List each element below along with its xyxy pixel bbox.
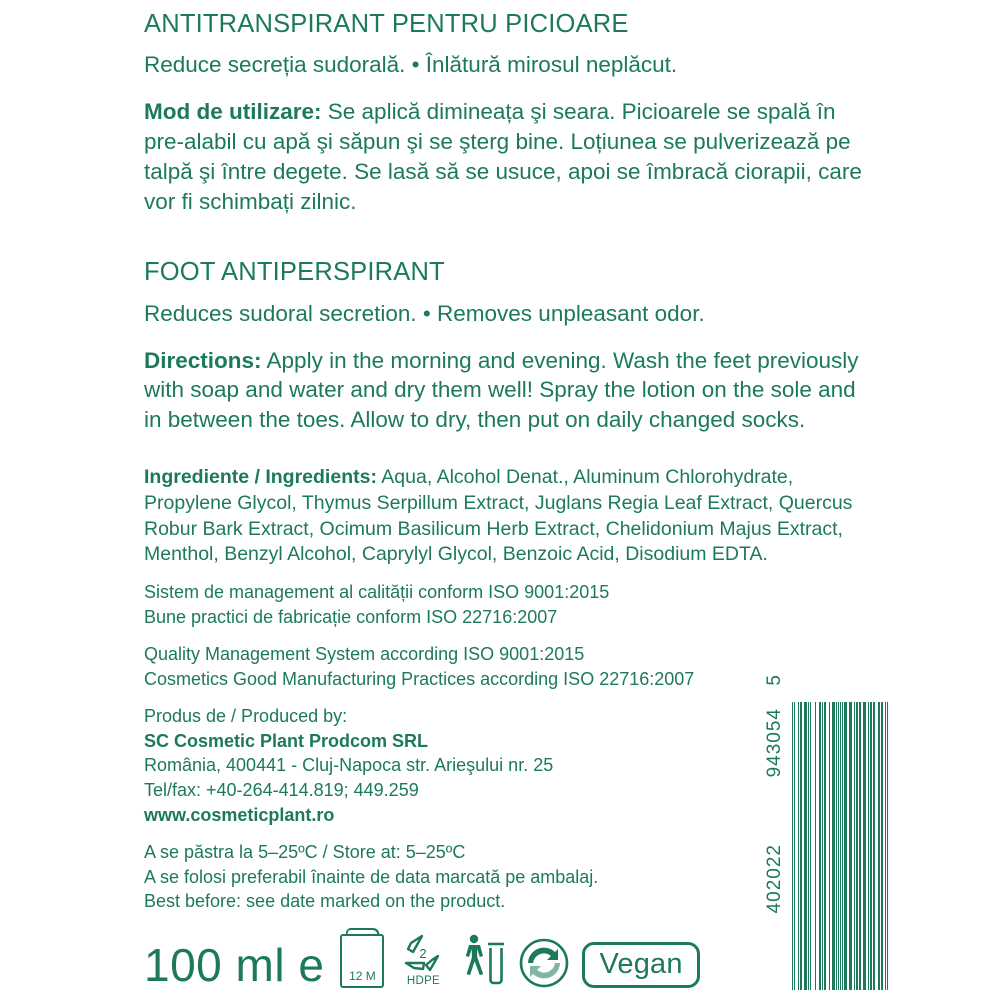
ro-section-title: ANTITRANSPIRANT PENTRU PICIOARE: [144, 10, 629, 38]
en-tagline: Reduces sudoral secretion. • Removes unpleasant odor.: [144, 300, 705, 326]
barcode-bars: [792, 702, 888, 990]
recycle-code-label: HDPE: [406, 975, 441, 987]
storage-line3: Best before: see date marked on the product.: [144, 891, 506, 912]
ro-tagline: Reduce secreția sudorală. • Înlătură mirosul neplăcut.: [144, 52, 678, 78]
barcode-right-digits: 402022: [764, 844, 785, 914]
vegan-badge-icon: Vegan: [582, 942, 699, 988]
barcode-lead-digit: 5: [764, 674, 785, 686]
spacer: [144, 224, 864, 258]
producer-phone: Tel/fax: +40-264-414.819; 449.259: [144, 780, 419, 801]
label-text-content: [144, 10, 864, 914]
certification-en: [144, 642, 864, 692]
en-section-title: FOOT ANTIPERSPIRANT: [144, 258, 445, 287]
barcode-left-digits: 943054: [764, 708, 785, 778]
ingredients-paragraph: [144, 465, 864, 569]
producer-label: Produs de / Produced by:: [144, 705, 348, 726]
ro-usage-paragraph: [144, 97, 864, 216]
barcode-digits: [762, 672, 788, 992]
spacer: [144, 443, 864, 465]
pao-months-label: 12 M: [349, 969, 376, 983]
cert-en-line2: Cosmetics Good Manufacturing Practices according ISO 22716:2007: [144, 668, 695, 689]
en-usage-text: Apply in the morning and evening. Wash the feet previously with soap and water and dry them well! Spray the lotion on the sole and in between the toes. Allow to dry, then put on daily changed socks.: [144, 347, 859, 432]
certification-ro: [144, 580, 864, 630]
spacer: [144, 630, 864, 642]
producer-company: SC Cosmetic Plant Prodcom SRL: [144, 730, 429, 751]
green-dot-recycling-icon: [519, 938, 569, 988]
ro-usage-text: Se aplică dimineața şi seara. Picioarele se spală în pre-alabil cu apă şi săpun şi se şterg bine. Loțiunea se pulverizează pe talpă şi între degete. Se lasă să se usuce, apoi se îmbracă ciorapii, care vor fi schimbați zilnic.: [144, 99, 862, 214]
producer-website[interactable]: www.cosmeticplant.ro: [144, 805, 335, 825]
spacer: [144, 692, 864, 704]
en-usage-label: Directions:: [144, 347, 262, 373]
period-after-opening-icon: [340, 934, 384, 988]
storage-line2: A se folosi preferabil înainte de data marcată pe ambalaj.: [144, 866, 599, 887]
recycle-hdpe-icon: [397, 932, 449, 988]
ean13-barcode: [762, 672, 892, 992]
waste-bin-icon: [462, 932, 506, 988]
ingredients-text: Aqua, Alcohol Denat., Aluminum Chlorohydrate, Propylene Glycol, Thymus Serpillum Extract, Juglans Regia Leaf Extract, Quercus Robur Bark Extract, Ocimum Basilicum Herb Extract, Chelidonium Majus Extract, Menthol, Benzyl Alcohol, Caprylyl Glycol, Benzoic Acid, Disodium EDTA.: [144, 465, 853, 566]
svg-text:2: 2: [419, 946, 428, 961]
storage-line1: A se păstra la 5–25ºC / Store at: 5–25ºC: [144, 841, 466, 862]
cert-ro-line1: Sistem de management al calității conform ISO 9001:2015: [144, 582, 610, 603]
storage-block: [144, 840, 864, 914]
ingredients-label: Ingrediente / Ingredients:: [144, 465, 377, 488]
en-usage-paragraph: [144, 346, 864, 435]
symbol-icons: [340, 932, 699, 992]
net-volume: 100 ml e: [144, 939, 325, 991]
spacer: [144, 828, 864, 840]
spacer: [144, 568, 864, 580]
cert-ro-line2: Bune practici de fabricație conform ISO 22716:2007: [144, 607, 558, 628]
producer-address: România, 400441 - Cluj-Napoca str. Arieşului nr. 25: [144, 755, 554, 776]
cert-en-line1: Quality Management System according ISO 9001:2015: [144, 644, 585, 665]
producer-block: [144, 704, 864, 828]
ro-usage-label: Mod de utilizare:: [144, 99, 322, 125]
